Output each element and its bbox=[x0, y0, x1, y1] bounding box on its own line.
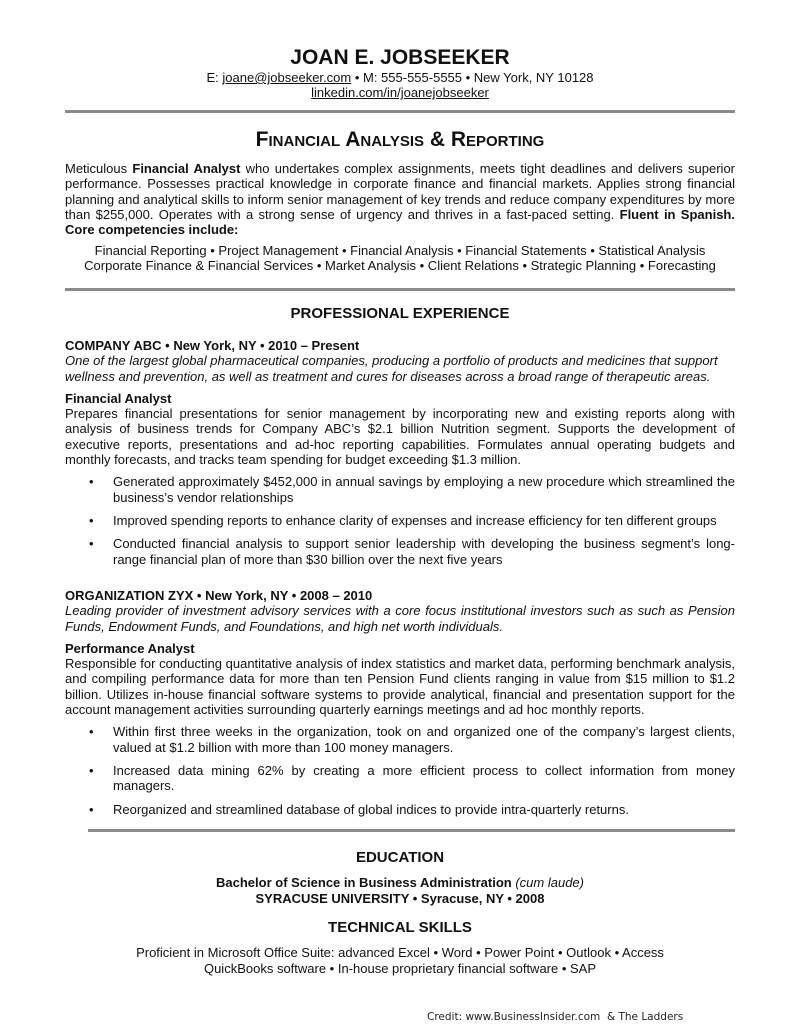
job-bullets bbox=[65, 474, 735, 566]
section-heading-experience: PROFESSIONAL EXPERIENCE bbox=[290, 305, 510, 322]
section-heading-education: EDUCATION bbox=[355, 849, 445, 866]
summary-bold: Fluent in Spanish. Core competencies include: bbox=[65, 206, 735, 238]
email-label: E: bbox=[206, 70, 223, 85]
bullet-item: • Within first three weeks in the organization, took on and organized one of the company’s largest clients, valued at $1.2 billion with more than 100 money managers. bbox=[65, 724, 735, 755]
contact-line bbox=[65, 70, 735, 85]
job-company: ORGANIZATION ZYX • New York, NY • 2008 – 2010 bbox=[65, 588, 373, 603]
resume-title: Financial Analysis & Reporting bbox=[255, 128, 545, 151]
bullet-item: • Conducted financial analysis to support senior leadership with developing the business segment’s long-range financial plan of more than $30 billion over the next five years bbox=[65, 536, 735, 567]
skills-line: QuickBooks software • In-house proprietary financial software • SAP bbox=[203, 960, 597, 976]
bullet-item: • Improved spending reports to enhance clarity of expenses and increase efficiency for ten different groups bbox=[65, 513, 735, 528]
job-entry bbox=[65, 338, 735, 575]
bullet-item: • Increased data mining 62% by creating a more efficient process to collect information from money managers. bbox=[65, 763, 735, 794]
contact-details: • M: 555-555-5555 • New York, NY 10128 bbox=[351, 70, 594, 85]
skills-section bbox=[65, 920, 735, 976]
image-credit: Credit: www.BusinessInsider.com & The Ladders bbox=[427, 1011, 684, 1023]
candidate-name: JOAN E. JOBSEEKER bbox=[290, 46, 510, 69]
summary bbox=[65, 161, 735, 237]
section-heading-skills: TECHNICAL SKILLS bbox=[328, 919, 472, 936]
job-description: One of the largest global pharmaceutical companies, producing a portfolio of products and medicines that support wellness and prevention, as well as treatment and cures for diseases across a broad range of therapeutic areas. bbox=[65, 353, 718, 384]
bullet-item: • Generated approximately $452,000 in annual savings by employing a new procedure which streamlined the business’s vendor relationships bbox=[65, 474, 735, 505]
divider bbox=[88, 829, 735, 832]
skills-line: Proficient in Microsoft Office Suite: advanced Excel • Word • Power Point • Outlook • Access bbox=[136, 945, 664, 961]
job-company: COMPANY ABC • New York, NY • 2010 – Present bbox=[65, 338, 360, 353]
linkedin-link[interactable]: linkedin.com/in/joanejobseeker bbox=[311, 85, 489, 101]
job-entry bbox=[65, 588, 735, 825]
summary-text: Meticulous bbox=[65, 161, 133, 176]
job-bullets bbox=[65, 724, 735, 816]
divider bbox=[65, 110, 735, 113]
honors: (cum laude) bbox=[515, 875, 584, 891]
job-summary: Prepares financial presentations for senior management by incorporating new and existing reports along with analysis of business trends for Company ABC’s $2.1 billion Nutrition segment. Supports the development of executive reports, presentations and ad-hoc reporting capabilities. Formulates annual operating budgets and monthly forecasts, and tracks team spending for budget exceeding $1.3 million. bbox=[65, 406, 735, 468]
degree: Bachelor of Science in Business Administration bbox=[216, 875, 512, 891]
competencies bbox=[65, 243, 735, 274]
summary-bold: Financial Analyst bbox=[132, 161, 241, 176]
summary-text: who undertakes complex assignments, meets tight deadlines and delivers superior performance. Possesses practical knowledge in corporate finance and financial markets. Applies strong financial planning and analytical skills to inform senior management of key trends and reduce company expenditures by more than $255,000. Operates with a strong sense of urgency and thrives in a fast-paced setting. bbox=[65, 161, 736, 222]
education-section bbox=[65, 850, 735, 906]
job-role: Performance Analyst bbox=[65, 640, 195, 656]
email-link[interactable]: joane@jobseeker.com bbox=[222, 70, 352, 85]
job-description: Leading provider of investment advisory services with a core focus institutional investors such as such as Pension Funds, Endowment Funds, and Foundations, and high net worth individuals. bbox=[65, 603, 735, 634]
competency-line: Financial Reporting • Project Management • Financial Analysis • Financial Statements • Statistical Analysis bbox=[94, 243, 706, 258]
bullet-item: • Reorganized and streamlined database of global indices to provide intra-quarterly returns. bbox=[65, 802, 735, 817]
job-role: Financial Analyst bbox=[65, 390, 172, 406]
school: SYRACUSE UNIVERSITY • Syracuse, NY • 2008 bbox=[255, 890, 545, 906]
resume-header bbox=[65, 46, 735, 101]
divider bbox=[65, 288, 735, 291]
job-summary: Responsible for conducting quantitative analysis of index statistics and market data, performing benchmark analysis, and compiling performance data for more than ten Pension Fund clients ranging in value from $15 million to $1.2 billion. Utilizes in-house financial software systems to provide analytical, financial and presentation support for the account management activities surrounding quarterly earnings meetings and ad hoc monthly reports. bbox=[65, 656, 735, 718]
competency-line: Corporate Finance & Financial Services • Market Analysis • Client Relations • Strategic Planning • Forecasting bbox=[84, 258, 716, 274]
